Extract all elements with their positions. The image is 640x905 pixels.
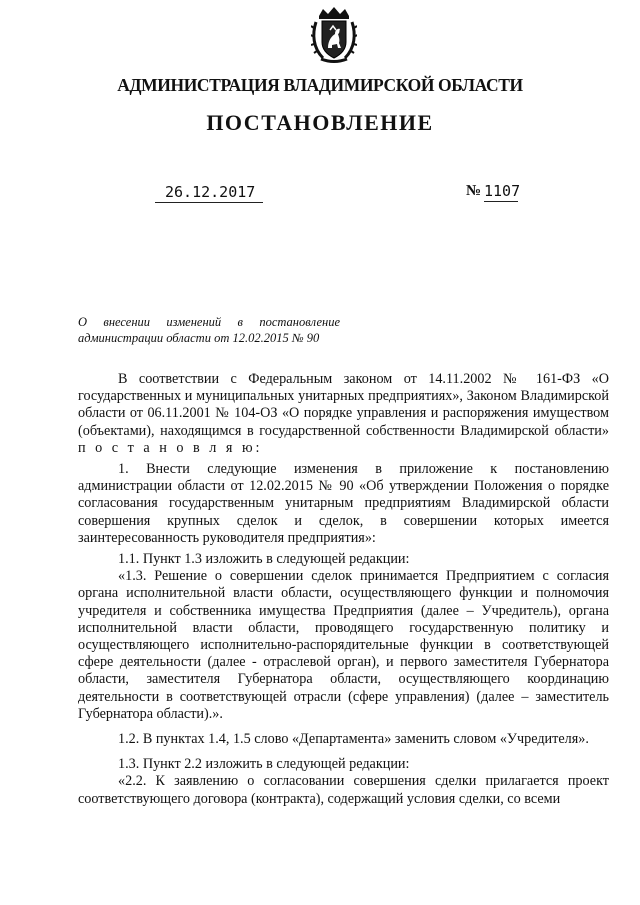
paragraph-2-2-text: «2.2. К заявлению о согласовании совершения сделки прилагается проект соответствующего договора (контракта), содержащий условия сделки, со всеми <box>78 773 609 807</box>
paragraph-1: 1. Внести следующие изменения в приложение к постановлению администрации области от 12.02.2015 № 90 «Об утверждении Положения о порядке согласования государственным унитарным предприятиям Владимирской области совершения крупных сделок и сделок, в совершении которых имеется заинтересованность руководителя предприятия»: <box>78 461 609 546</box>
preamble-paragraph <box>78 371 609 457</box>
paragraph-1-2: 1.2. В пунктах 1.4, 1.5 слово «Департамента» заменить словом «Учредителя». <box>118 731 589 748</box>
document-type-title: ПОСТАНОВЛЕНИЕ <box>206 110 434 135</box>
document-date: 26.12.2017 <box>165 183 256 201</box>
coat-of-arms-emblem <box>311 6 357 64</box>
document-body <box>78 371 609 808</box>
paragraph-1-3: 1.3. Пункт 2.2 изложить в следующей редакции: <box>118 756 410 773</box>
document-subject: О внесении изменений в постановление администрации области от 12.02.2015 № 90 <box>78 315 340 345</box>
paragraph-1-1: 1.1. Пункт 1.3 изложить в следующей редакции: <box>118 551 410 568</box>
preamble-text: В соответствии с Федеральным законом от 14.11.2002 № 161-ФЗ «О государственных и муниципальных унитарных предприятиях», Законом Владимирской области от 06.11.2001 № 104-ОЗ «О порядке управления и распоряжения имуществом (объектами), находящимся в государственной собственности Владимирской области» <box>78 371 609 439</box>
document-number: 1107 <box>484 182 521 200</box>
paragraph-1-3-text: «1.3. Решение о совершении сделок принимается Предприятием с согласия органа исполнительной власти области, осуществляющего функции и полномочия учредителя и собственника имущества Предприятия (далее – Учредитель), органа исполнительной власти области, проводящего государственную политику и осуществляющего исполнительно-распорядительные функции в соответствующей сфере деятельности (далее - отраслевой орган), и первого заместителя Губернатора области, заместителя Губернатора области, осуществляющего координацию деятельности в соответствующей отрасли (сфере управления) (далее – заместитель Губернатора области).». <box>78 568 609 722</box>
organization-title: АДМИНИСТРАЦИЯ ВЛАДИМИРСКОЙ ОБЛАСТИ <box>117 75 523 95</box>
resolve-word: п о с т а н о в л я ю: <box>78 439 263 456</box>
number-label: № <box>466 183 482 199</box>
